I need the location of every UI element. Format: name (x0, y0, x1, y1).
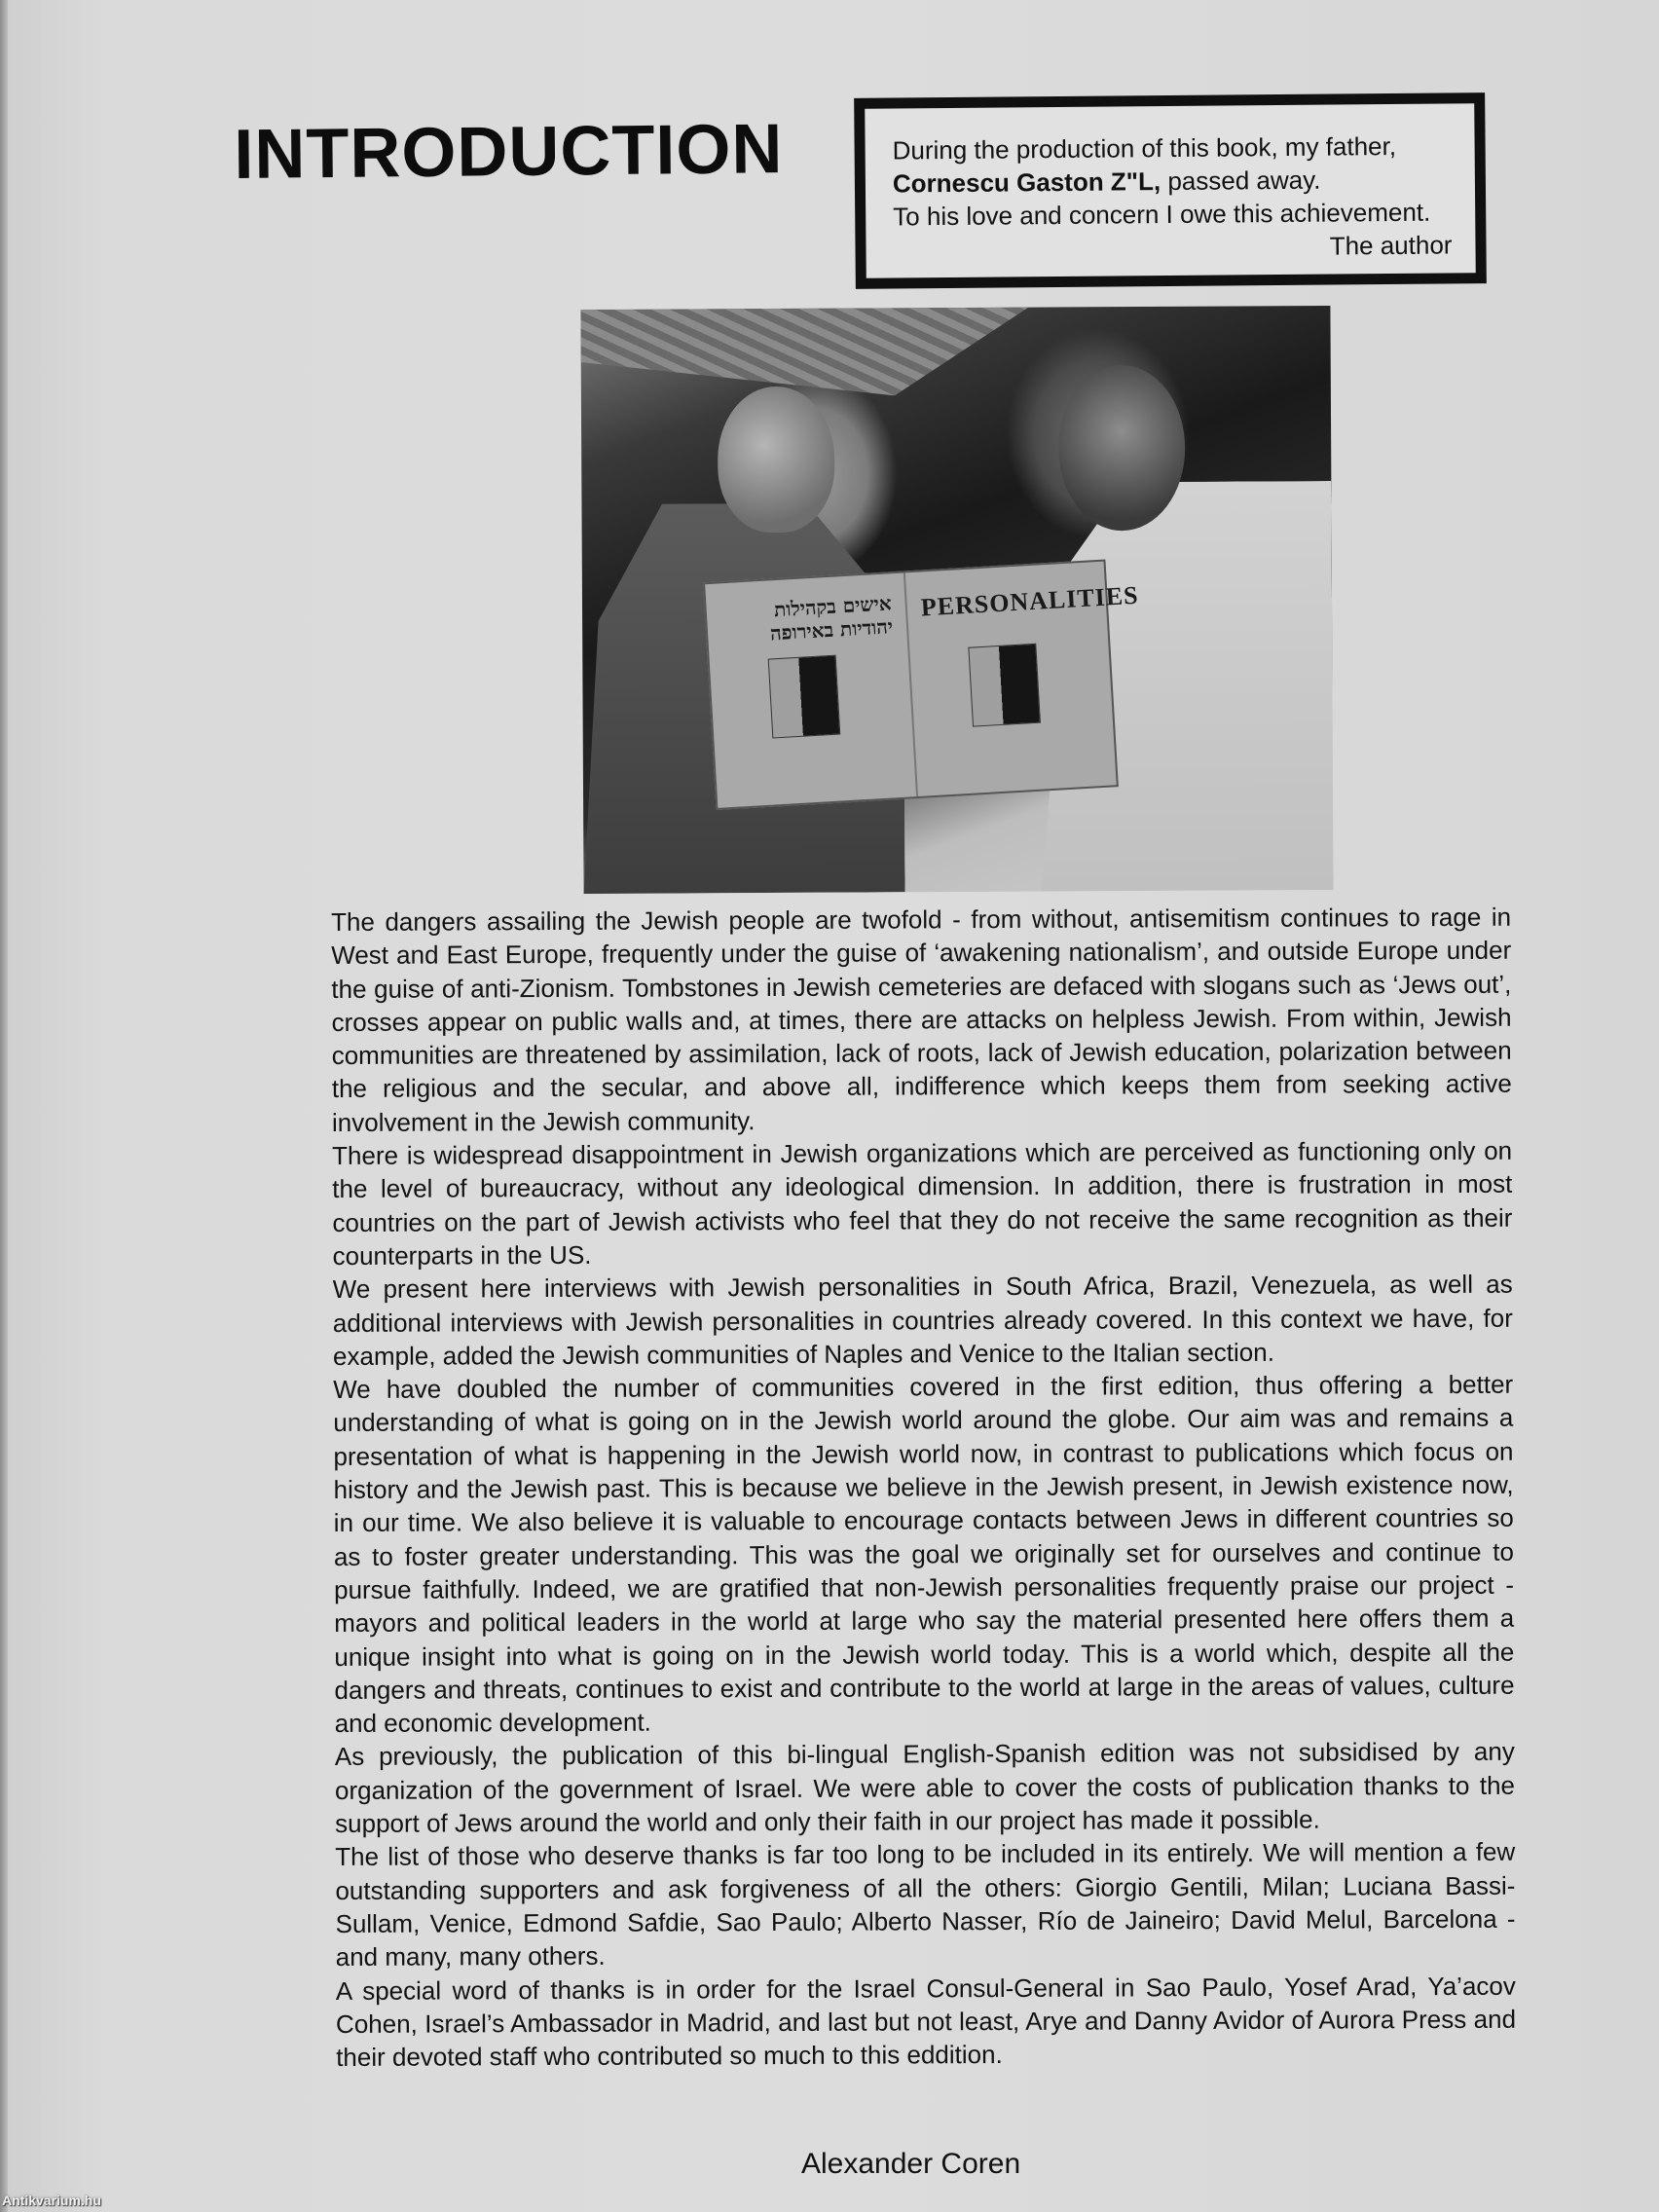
book-cover-portrait (768, 655, 841, 739)
document-page (8, 0, 1659, 2212)
dedication-line-3: To his love and concern I owe this achievement. (893, 197, 1431, 232)
photo-open-book (703, 560, 1140, 810)
author-signature: Alexander Coren (801, 2148, 1021, 2180)
book-left-cover (705, 572, 918, 807)
introduction-body (331, 901, 1516, 2075)
hebrew-title-line-2: יהודיות באירופה (769, 614, 894, 645)
book-spine-edge (0, 0, 8, 2212)
dedication-line-1: During the production of this book, my father, (892, 130, 1397, 166)
paragraph: A special word of thanks is in order for the Israel Consul-General in Sao Paulo, Yosef Arad, Ya’acov Cohen, Israel’s Ambassador in Madrid, and last but not least, Arye and Danny Avidor of Aurora Press and their devoted staff who contributed so much to this eddition. (335, 1971, 1517, 2073)
paragraph: The list of those who deserve thanks is far too long to be included in its entirely. We will mention a few outstanding supporters and ask forgiveness of all the others: Giorgio Gentili, Milan; Luciana Bassi-Sullam, Venice, Edmond Safdie, Sao Paulo; Alberto Nasser, Río de Jaineiro; David Melul, Barcelona - and many, many others. (335, 1837, 1516, 1972)
book-right-cover (905, 562, 1140, 796)
paragraph: We present here interviews with Jewish personalities in South Africa, Brazil, Venezuela, as well as additional interviews with Jewish personalities in countries already covered. In this context we have, for example, added the Jewish communities of Naples and Venice to the Italian section. (332, 1269, 1513, 1371)
photograph-two-men-with-book (580, 306, 1333, 894)
watermark: Antikvarium.hu (2, 2193, 101, 2208)
dedication-signature: The author (1329, 230, 1453, 261)
hebrew-title-line-1: אישים בקהילות (773, 591, 893, 622)
dedication-box (854, 92, 1487, 289)
page-title: INTRODUCTION (234, 110, 784, 194)
paragraph: We have doubled the number of communities covered in the first edition, thus offering a better understanding of what is going on in the Jewish world around the globe. Our aim was and remains a presentation of what is happening in the Jewish world now, in contrast to publications which focus on history and the Jewish past. This is because we believe in the Jewish present, in Jewish existence now, in our time. We also believe it is valuable to encourage contacts between Jews in different countries so as to foster greater understanding. This was the goal we originally set for ourselves and continue to pursue faithfully. Indeed, we are gratified that non-Jewish personalities frequently praise our project - mayors and political leaders in the world at large who say the material presented here offers them a unique insight into what is going on in the Jewish world today. This is a world which, despite all the dangers and threats, continues to exist and contribute to the world at large in the areas of values, culture and economic development. (333, 1369, 1515, 1739)
dedication-line-2 (893, 162, 1452, 200)
dedication-line-2-rest: passed away. (1161, 165, 1321, 197)
photo-ceiling (580, 308, 1028, 397)
paragraph: As previously, the publication of this bi-lingual English-Spanish edition was not subsidised by any organization of the government of Israel. We were able to cover the costs of publication thanks to the support of Jews around the world and only their faith in our project has made it possible. (334, 1737, 1516, 1839)
book-cover-portrait (968, 644, 1041, 727)
paragraph: There is widespread disappointment in Jewish organizations which are perceived as functioning only on the level of bureaucracy, without any ideological dimension. In addition, there is frustration in most countries on the part of Jewish activists who feel that they do not receive the same recognition as their counterparts in the US. (332, 1135, 1513, 1271)
father-name: Cornescu Gaston Z"L, (892, 166, 1161, 199)
photo-man-right-head (1058, 365, 1186, 532)
book-english-title: PERSONALITIES (920, 580, 1140, 622)
book-hebrew-title (719, 591, 893, 647)
photo-man-left-head (718, 387, 835, 534)
paragraph: The dangers assailing the Jewish people are twofold - from without, antisemitism continues to rage in West and East Europe, frequently under the guise of ‘awakening nationalism’, and outside Europe under the guise of anti-Zionism. Tombstones in Jewish cemeteries are defaced with slogans such as ‘Jews out’, crosses appear on public walls and, at times, there are attacks on helpless Jewish. From within, Jewish communities are threatened by assimilation, lack of roots, lack of Jewish education, polarization between the religious and the secular, and above all, indifference which keeps them from seeking active involvement in the Jewish community. (331, 902, 1512, 1137)
